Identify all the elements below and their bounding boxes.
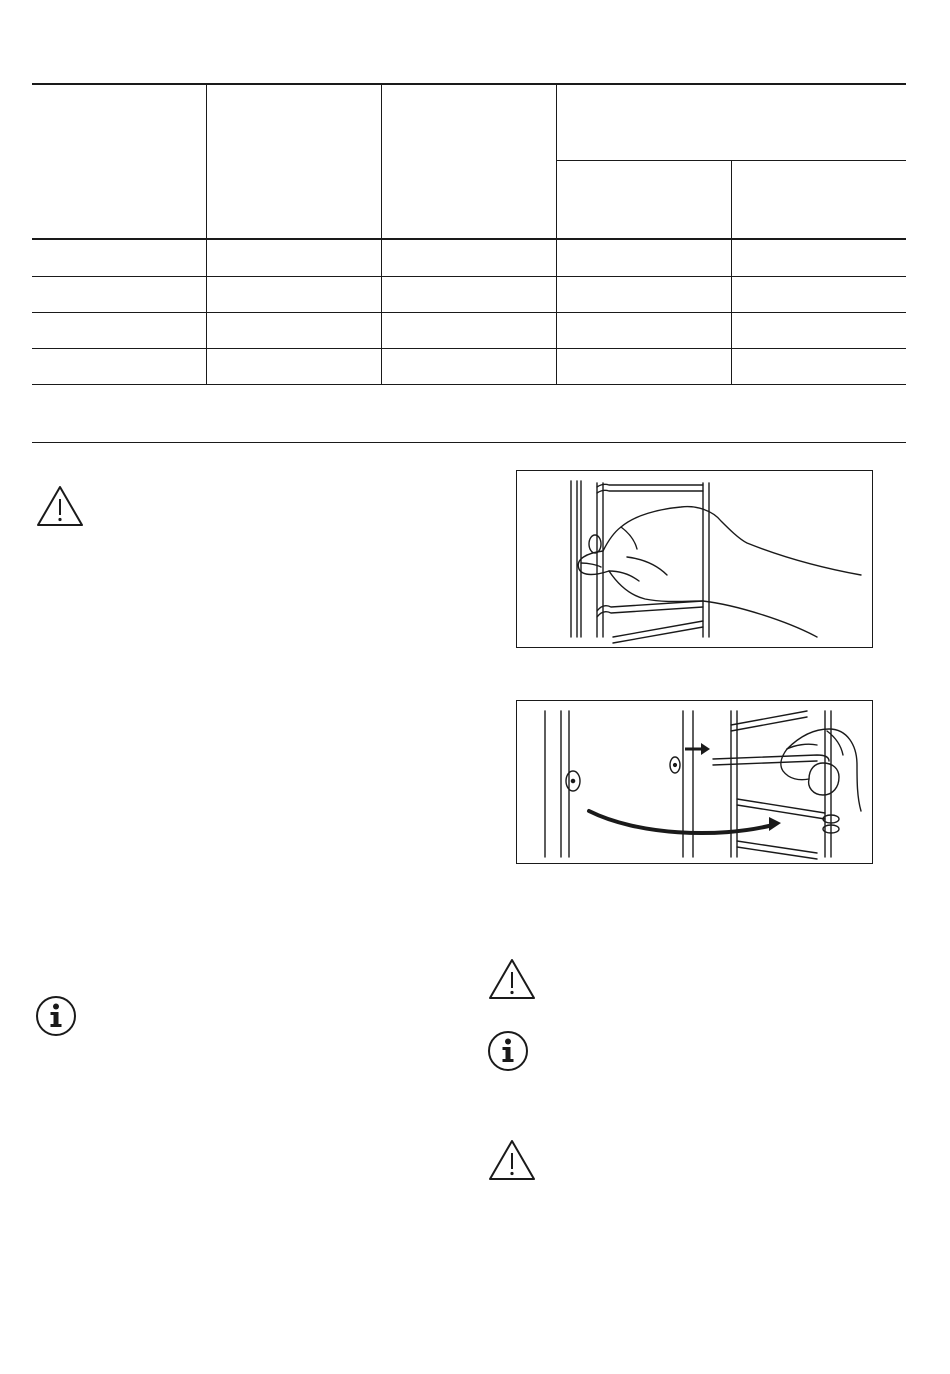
table-row-rule xyxy=(32,348,906,349)
table-top-rule xyxy=(32,83,906,85)
info-icon xyxy=(35,995,77,1037)
section-divider xyxy=(32,442,906,443)
table-row-rule xyxy=(32,276,906,277)
info-icon xyxy=(487,1030,529,1072)
table-header-bottom-rule xyxy=(32,238,906,240)
table-column-divider xyxy=(731,161,732,384)
table-column-divider xyxy=(206,83,207,384)
warning-icon xyxy=(487,1138,537,1182)
data-table xyxy=(32,83,906,385)
shelf-support-removal-figure-1 xyxy=(516,470,873,648)
table-column-divider xyxy=(556,83,557,384)
table-bottom-rule xyxy=(32,384,906,385)
table-column-divider xyxy=(381,83,382,384)
warning-icon xyxy=(487,957,537,1001)
table-row-rule xyxy=(32,312,906,313)
warning-icon xyxy=(35,484,85,528)
shelf-support-removal-figure-2 xyxy=(516,700,873,864)
